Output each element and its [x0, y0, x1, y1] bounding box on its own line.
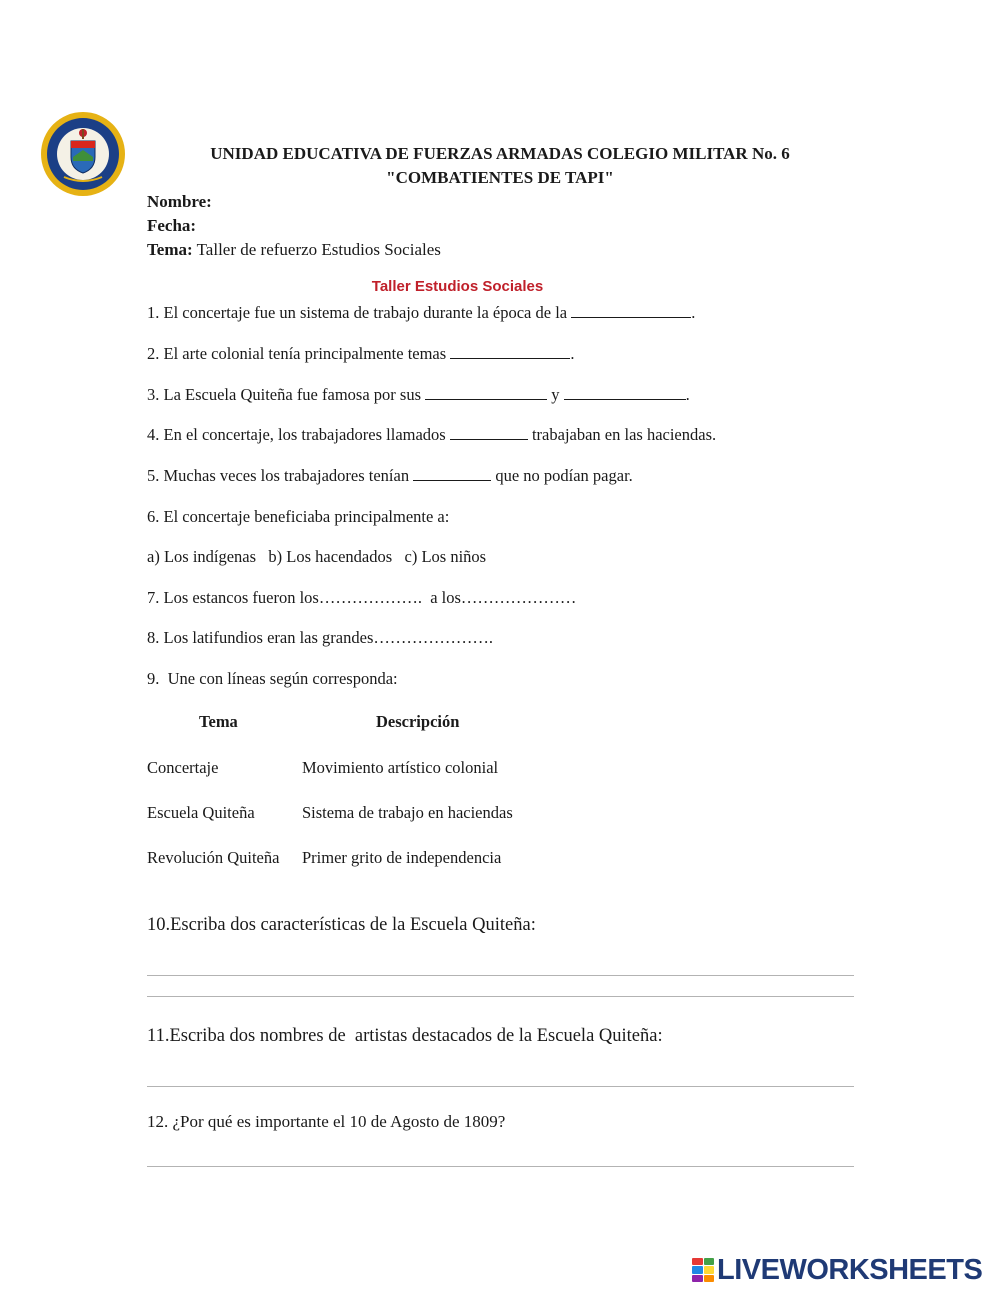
- match-desc-3[interactable]: Primer grito de independencia: [302, 848, 502, 867]
- answer-blank-4[interactable]: [450, 426, 528, 440]
- fecha-field[interactable]: [147, 216, 196, 236]
- question-3-end: .: [685, 385, 690, 404]
- worksheet-title: Taller Estudios Sociales: [371, 278, 544, 295]
- question-5: [147, 466, 633, 486]
- liveworksheets-logo: [692, 1253, 983, 1286]
- question-2-text: 2. El arte colonial tenía principalmente temas: [147, 344, 447, 363]
- answer-blank-1[interactable]: [571, 304, 691, 318]
- match-desc-2[interactable]: Sistema de trabajo en haciendas: [302, 803, 513, 822]
- col-header-descripcion: Descripción: [376, 712, 460, 731]
- question-9: 9. Une con líneas según corresponda:: [147, 669, 398, 688]
- school-subtitle: "COMBATIENTES DE TAPI": [386, 168, 614, 187]
- question-2: [147, 344, 574, 364]
- question-8[interactable]: 8. Los latifundios eran las grandes………………….: [147, 628, 493, 647]
- match-tema-3[interactable]: Revolución Quiteña: [147, 848, 280, 867]
- liveworksheets-icon: [692, 1258, 714, 1282]
- answer-line-12[interactable]: [147, 1166, 854, 1167]
- answer-blank-3a[interactable]: [425, 386, 547, 400]
- match-tema-1[interactable]: Concertaje: [147, 758, 219, 777]
- question-1-text: 1. El concertaje fue un sistema de trabajo durante la época de la: [147, 303, 568, 322]
- match-desc-1[interactable]: Movimiento artístico colonial: [302, 758, 499, 777]
- question-1-end: .: [691, 303, 696, 322]
- nombre-field[interactable]: [147, 192, 212, 212]
- question-4-text: 4. En el concertaje, los trabajadores llamados: [147, 425, 446, 444]
- tema-label: Tema:: [147, 240, 193, 259]
- liveworksheets-wordmark: LIVEWORKSHEETS: [717, 1253, 983, 1286]
- question-6-options[interactable]: a) Los indígenas b) Los hacendados c) Los niños: [147, 547, 487, 566]
- question-1: [147, 303, 695, 323]
- question-10: 10.Escriba dos características de la Escuela Quiteña:: [147, 915, 536, 935]
- answer-blank-2[interactable]: [450, 345, 570, 359]
- answer-blank-3b[interactable]: [564, 386, 686, 400]
- question-7[interactable]: 7. Los estancos fueron los………………. a los…………………: [147, 588, 577, 607]
- question-4: [147, 425, 716, 445]
- fecha-label: Fecha:: [147, 216, 197, 235]
- answer-line-11[interactable]: [147, 1086, 854, 1087]
- tema-field: [147, 240, 441, 260]
- question-5-end: que no podían pagar.: [495, 466, 633, 485]
- answer-blank-5[interactable]: [413, 467, 491, 481]
- school-name: UNIDAD EDUCATIVA DE FUERZAS ARMADAS COLEGIO MILITAR No. 6: [210, 144, 790, 163]
- question-11: 11.Escriba dos nombres de artistas destacados de la Escuela Quiteña:: [147, 1026, 663, 1046]
- question-6: 6. El concertaje beneficiaba principalmente a:: [147, 507, 450, 526]
- question-3-mid: y: [551, 385, 560, 404]
- question-3: [147, 385, 690, 405]
- tema-value: Taller de refuerzo Estudios Sociales: [196, 240, 441, 259]
- col-header-tema: Tema: [199, 712, 238, 731]
- question-2-end: .: [570, 344, 575, 363]
- question-4-end: trabajaban en las haciendas.: [531, 425, 717, 444]
- answer-line-10a[interactable]: [147, 975, 854, 976]
- match-tema-2[interactable]: Escuela Quiteña: [147, 803, 255, 822]
- question-5-text: 5. Muchas veces los trabajadores tenían: [147, 466, 410, 485]
- question-3-text: 3. La Escuela Quiteña fue famosa por sus: [147, 385, 421, 404]
- answer-line-10b[interactable]: [147, 996, 854, 997]
- question-12: 12. ¿Por qué es importante el 10 de Agosto de 1809?: [147, 1112, 506, 1131]
- nombre-label: Nombre:: [147, 192, 212, 211]
